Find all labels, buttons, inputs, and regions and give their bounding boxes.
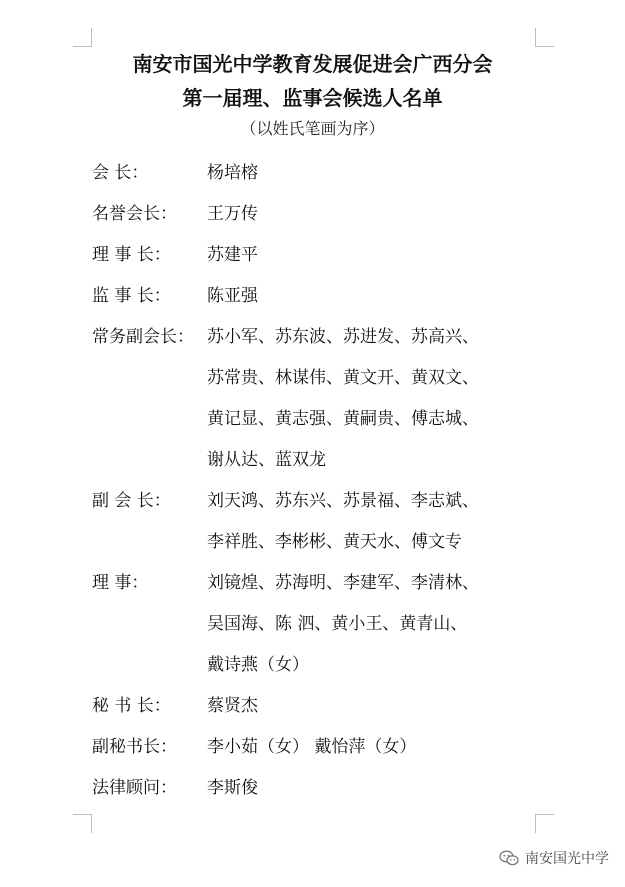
name-line: 杨培榕 xyxy=(207,163,258,183)
name-line: 刘天鸿、苏东兴、苏景福、李志斌、 xyxy=(207,491,479,511)
roster-entry xyxy=(92,481,532,563)
name-line: 戴诗燕（女） xyxy=(207,655,309,675)
role-label: 理 事： xyxy=(92,573,149,593)
role-label: 名誉会长： xyxy=(92,204,177,224)
candidate-names xyxy=(207,563,532,686)
ordering-note: （以姓氏笔画为序） xyxy=(240,119,385,138)
candidate-names xyxy=(207,686,532,727)
name-line: 刘镜煌、苏海明、李建军、李清林、 xyxy=(207,573,479,593)
page-corner-mark xyxy=(73,28,92,47)
candidate-names xyxy=(207,727,532,768)
name-line: 王万传 xyxy=(207,204,258,224)
roster-entry xyxy=(92,194,532,235)
name-line: 黄记显、黄志强、黄嗣贵、傅志城、 xyxy=(207,409,479,429)
roster-entry xyxy=(92,317,532,481)
page-corner-mark xyxy=(535,28,554,47)
name-line: 李祥胜、李彬彬、黄天水、傅文专 xyxy=(207,532,462,552)
roster-entry xyxy=(92,768,532,809)
account-watermark xyxy=(499,848,609,868)
name-line: 苏小军、苏东波、苏进发、苏高兴、 xyxy=(207,327,479,347)
candidate-names xyxy=(207,194,532,235)
page-corner-mark xyxy=(535,814,554,833)
name-line: 谢从达、蓝双龙 xyxy=(207,450,326,470)
candidate-names xyxy=(207,481,532,563)
roster-entry xyxy=(92,727,532,768)
name-line: 苏常贵、林谋伟、黄文开、黄双文、 xyxy=(207,368,479,388)
name-line: 李小茹（女） 戴怡萍（女） xyxy=(207,737,417,757)
role-label: 法律顾问： xyxy=(92,778,177,798)
candidate-names xyxy=(207,276,532,317)
watermark-text: 南安国光中学 xyxy=(525,851,609,867)
candidate-names xyxy=(207,768,532,809)
role-label: 副秘书长： xyxy=(92,737,177,757)
candidate-roster xyxy=(92,153,532,809)
roster-entry xyxy=(92,563,532,686)
role-label: 秘 书 长： xyxy=(92,696,171,716)
role-label: 理 事 长： xyxy=(92,245,171,265)
wechat-icon xyxy=(499,850,519,866)
roster-entry xyxy=(92,276,532,317)
role-label: 监 事 长： xyxy=(92,286,171,306)
document-title: 南安市国光中学教育发展促进会广西分会 xyxy=(132,52,493,76)
roster-entry xyxy=(92,686,532,727)
page-corner-mark xyxy=(73,814,92,833)
role-label: 常务副会长： xyxy=(92,327,194,347)
name-line: 陈亚强 xyxy=(207,286,258,306)
candidate-names xyxy=(207,153,532,194)
roster-entry xyxy=(92,235,532,276)
role-label: 会 长： xyxy=(92,163,149,183)
name-line: 李斯俊 xyxy=(207,778,258,798)
name-line: 蔡贤杰 xyxy=(207,696,258,716)
name-line: 吴国海、陈 泗、黄小王、黄青山、 xyxy=(207,614,468,634)
document-subtitle-heading: 第一届理、监事会候选人名单 xyxy=(182,86,443,110)
candidate-names xyxy=(207,235,532,276)
roster-entry xyxy=(92,153,532,194)
candidate-names xyxy=(207,317,532,481)
role-label: 副 会 长： xyxy=(92,491,171,511)
name-line: 苏建平 xyxy=(207,245,258,265)
